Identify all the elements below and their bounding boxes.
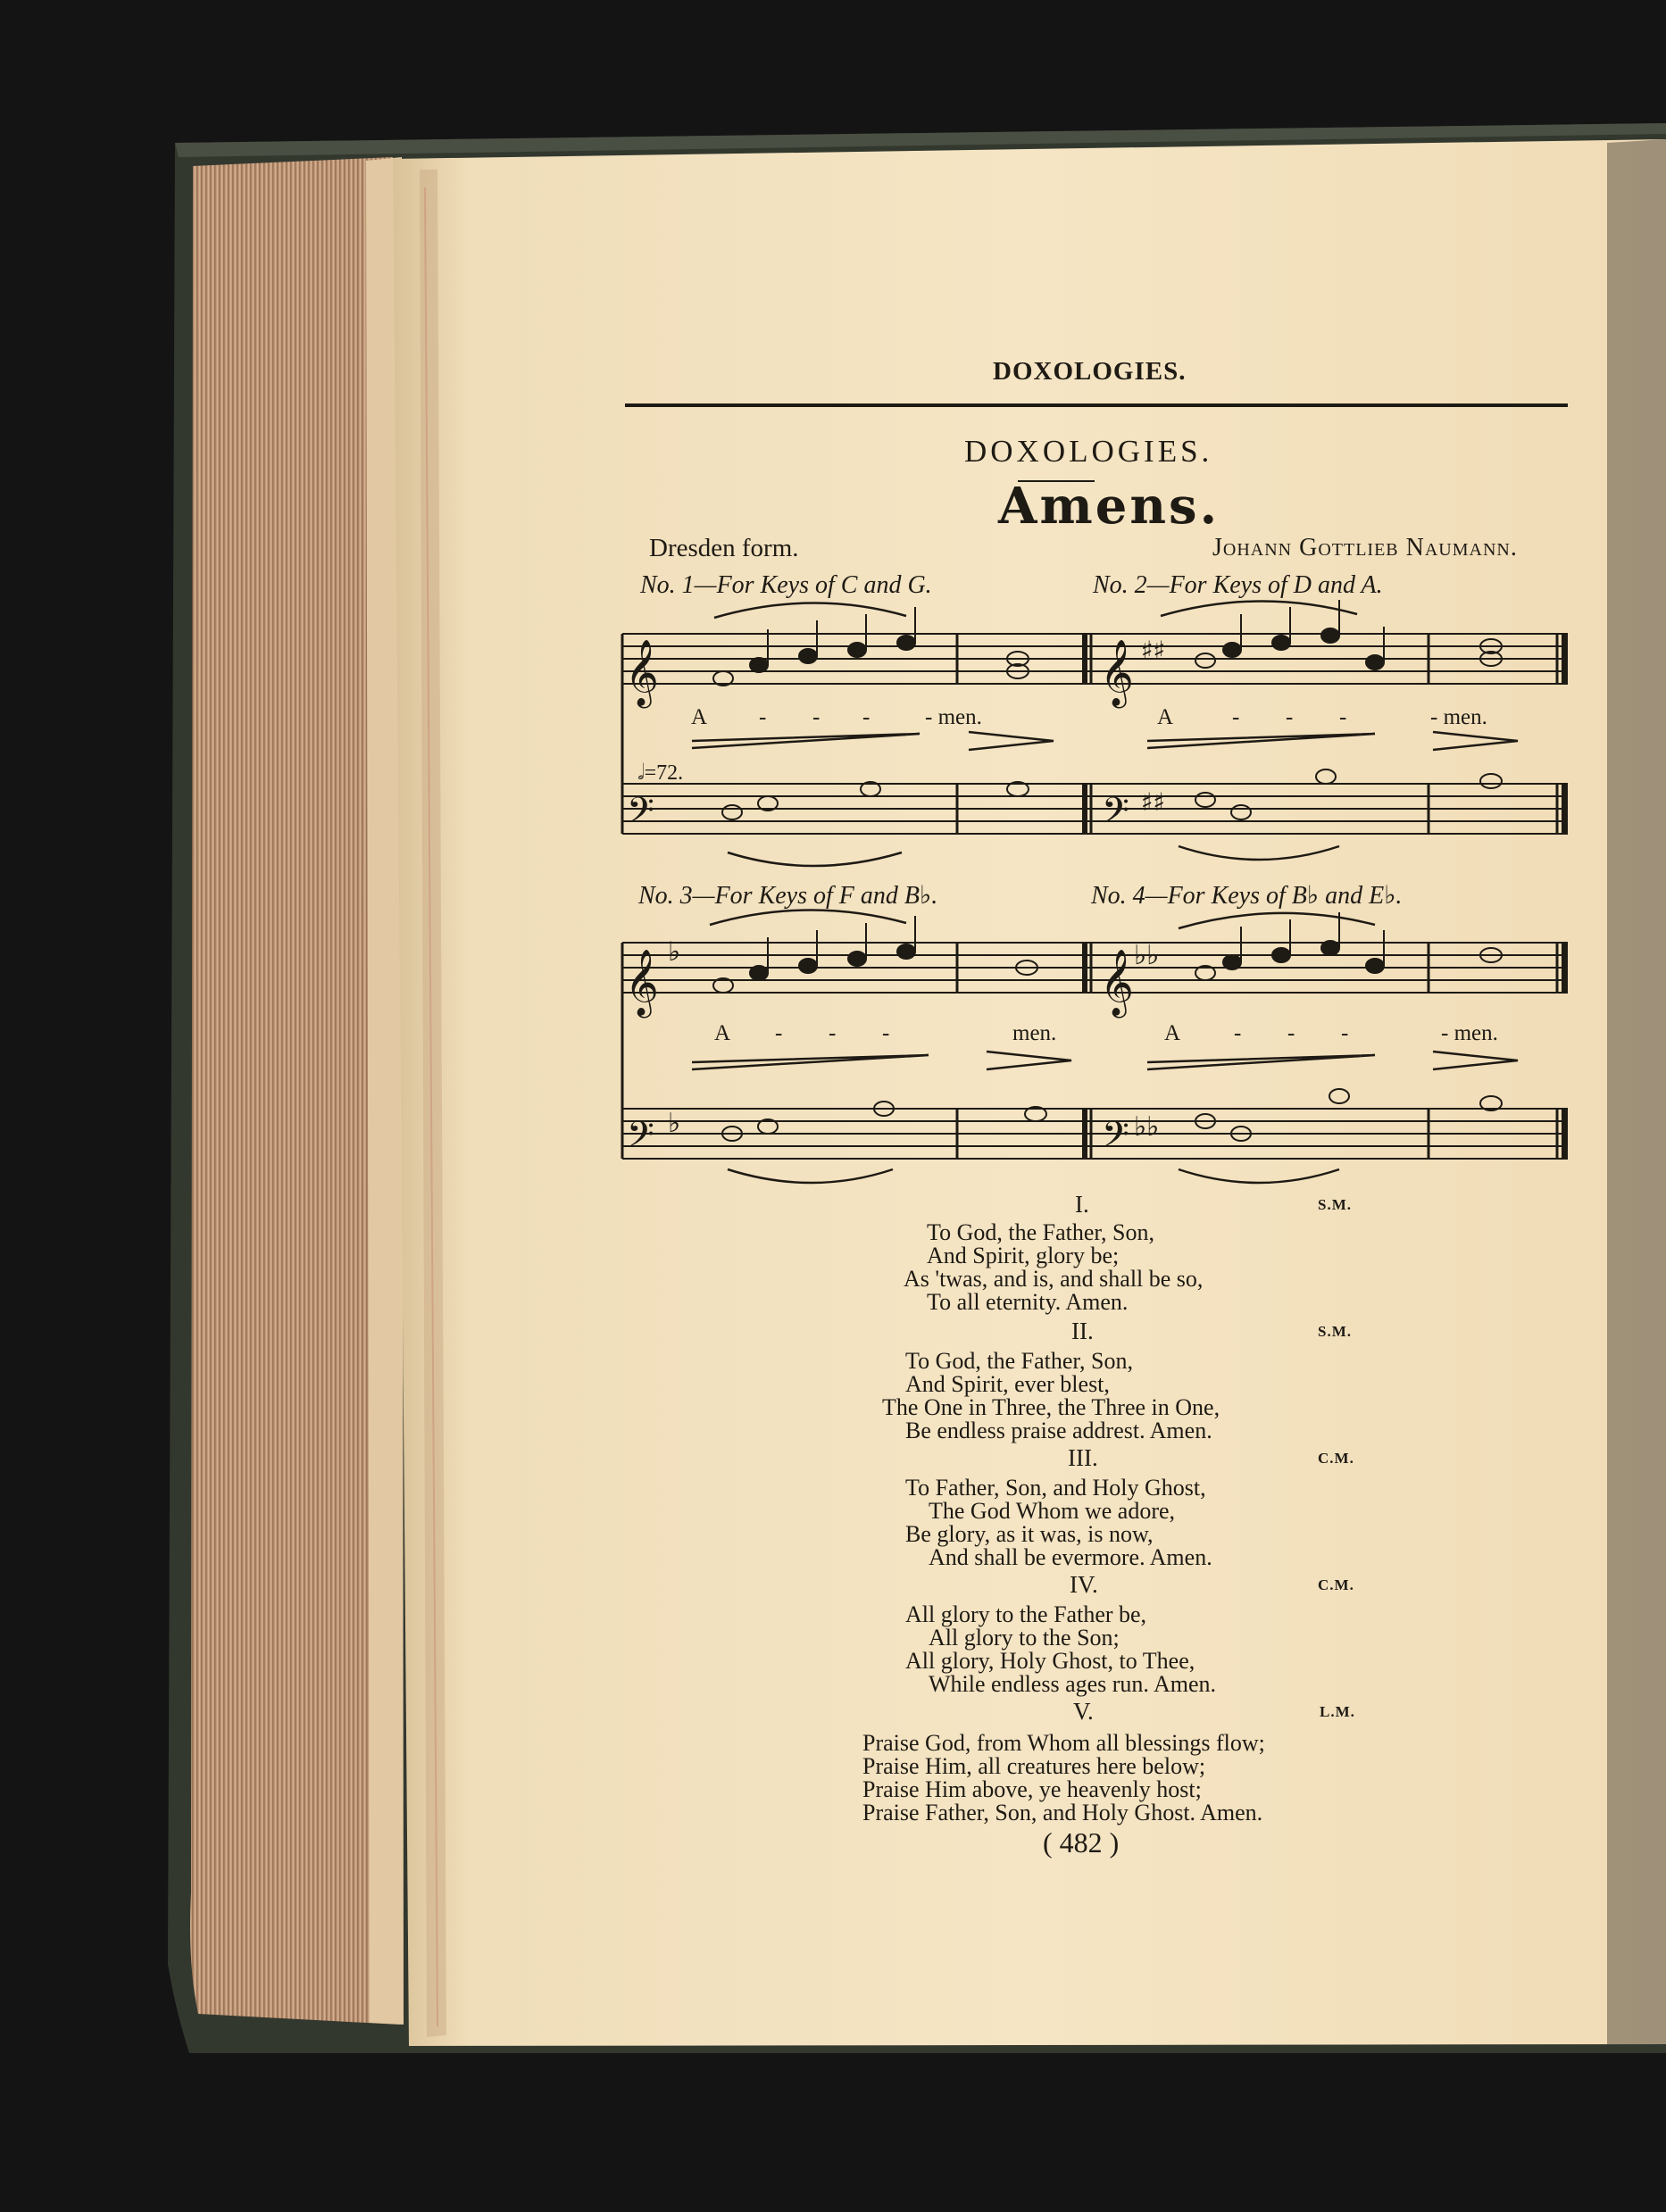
svg-text:𝄢: 𝄢	[1102, 1114, 1129, 1164]
svg-text:♭♭: ♭♭	[1134, 940, 1160, 971]
lyric-syllable: A	[1164, 1021, 1181, 1045]
verse-line: All glory, Holy Ghost, to Thee,	[905, 1648, 1195, 1674]
lyric-syllable: A	[714, 1021, 731, 1045]
lyric-syllable: -	[775, 1021, 783, 1045]
lyric-syllable: -	[1287, 1021, 1295, 1045]
svg-text:𝄢: 𝄢	[627, 790, 654, 840]
svg-text:𝄢: 𝄢	[1102, 790, 1129, 840]
setting-label-2: No. 2—For Keys of D and A.	[1093, 571, 1383, 599]
verse-line: Praise Him above, ye heavenly host;	[862, 1776, 1202, 1802]
verse-line: To all eternity. Amen.	[927, 1289, 1129, 1315]
verse-number: V.	[1073, 1698, 1094, 1725]
svg-text:♯♯: ♯♯	[1141, 787, 1166, 817]
lyric-syllable: - men.	[925, 705, 982, 729]
verse-line: To God, the Father, Son,	[905, 1348, 1133, 1374]
lyric-syllable: A	[691, 705, 708, 729]
verse-line: To God, the Father, Son,	[927, 1219, 1154, 1245]
page-title: DOXOLOGIES.	[964, 434, 1213, 469]
verse-line: All glory to the Son;	[929, 1625, 1120, 1651]
lyric-syllable: -	[862, 705, 870, 729]
svg-text:♭: ♭	[668, 1108, 681, 1139]
lyric-syllable: -	[1232, 705, 1240, 729]
form-label: Dresden form.	[649, 534, 799, 562]
verse-line: And shall be evermore. Amen.	[929, 1544, 1212, 1570]
half-note-icon: 𝅗𝅥	[637, 761, 645, 785]
lyric-syllable: men.	[1012, 1021, 1057, 1045]
lyric-syllable: -	[1341, 1021, 1349, 1045]
lyric-syllable: -	[812, 705, 821, 729]
verse-number: II.	[1071, 1318, 1094, 1344]
verse-line: To Father, Son, and Holy Ghost,	[905, 1475, 1206, 1501]
verse-line: As 'twas, and is, and shall be so,	[904, 1266, 1204, 1292]
lyric-syllable: - men.	[1430, 705, 1487, 729]
verse-line: Be endless praise addrest. Amen.	[905, 1418, 1212, 1443]
verse-number: I.	[1075, 1191, 1089, 1218]
lyric-syllable: -	[882, 1021, 890, 1045]
verse-number: IV.	[1070, 1571, 1098, 1598]
lyric-syllable: -	[1234, 1021, 1242, 1045]
verse-meter: L.M.	[1320, 1703, 1355, 1720]
setting-label-3: No. 3—For Keys of F and B♭.	[638, 882, 938, 910]
svg-text:♭: ♭	[668, 936, 681, 968]
verse-line: Praise Him, all creatures here below;	[862, 1753, 1206, 1779]
svg-text:♭♭: ♭♭	[1134, 1111, 1160, 1143]
verse-meter: C.M.	[1318, 1450, 1354, 1467]
verse-meter: S.M.	[1318, 1196, 1352, 1213]
svg-text:𝄞: 𝄞	[625, 950, 659, 1016]
lyric-syllable: -	[829, 1021, 837, 1045]
composer-name: Johann Gottlieb Naumann.	[1212, 534, 1518, 561]
svg-text:𝄞: 𝄞	[1100, 950, 1134, 1016]
verse-number: III.	[1068, 1444, 1098, 1471]
verse-meter: S.M.	[1318, 1323, 1352, 1340]
tempo-marking	[637, 761, 683, 786]
running-head: DOXOLOGIES.	[993, 357, 1187, 386]
svg-text:𝄢: 𝄢	[627, 1114, 654, 1164]
lyric-syllable: -	[1286, 705, 1294, 729]
lyric-syllable: - men.	[1441, 1021, 1498, 1045]
lyric-syllable: -	[1339, 705, 1347, 729]
lyric-syllable: -	[759, 705, 767, 729]
svg-text:♯♯: ♯♯	[1141, 636, 1166, 665]
lyric-syllable: A	[1157, 705, 1174, 729]
verse-line: Be glory, as it was, is now,	[905, 1521, 1154, 1547]
verse-meter: C.M.	[1318, 1576, 1354, 1593]
verse-line: All glory to the Father be,	[905, 1601, 1147, 1627]
setting-label-4: No. 4—For Keys of B♭ and E♭.	[1091, 882, 1403, 910]
svg-text:𝄞: 𝄞	[1100, 640, 1134, 706]
page-subtitle: Amens.	[998, 477, 1220, 536]
setting-label-1: No. 1—For Keys of C and G.	[640, 571, 932, 599]
verse-line: The One in Three, the Three in One,	[882, 1394, 1220, 1420]
verse-line: Praise God, from Whom all blessings flow;	[862, 1730, 1265, 1756]
verse-line: While endless ages run. Amen.	[929, 1671, 1217, 1697]
verse-line: Praise Father, Son, and Holy Ghost. Amen.	[862, 1800, 1263, 1825]
verse-line: The God Whom we adore,	[929, 1498, 1176, 1524]
verse-line: And Spirit, ever blest,	[905, 1371, 1110, 1397]
svg-text:𝄞: 𝄞	[625, 640, 659, 706]
verse-line: And Spirit, glory be;	[927, 1243, 1120, 1268]
tempo-value: =72.	[644, 761, 684, 785]
page-number: ( 482 )	[1043, 1826, 1120, 1859]
